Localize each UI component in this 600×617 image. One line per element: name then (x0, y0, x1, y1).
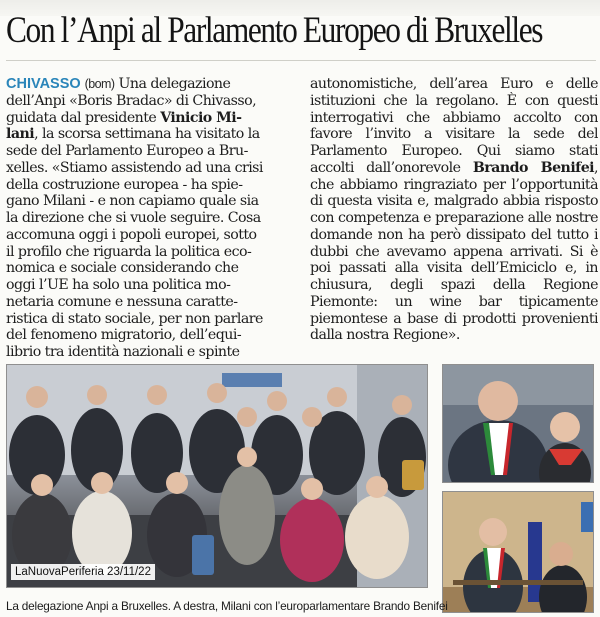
president-name-part1: Vinicio Mi- (160, 109, 242, 126)
article-line: gano Milani - e non capiamo quale sia (6, 193, 259, 210)
article-column-right (310, 76, 598, 361)
president-name-part2: lani (6, 126, 35, 143)
photo-caption: La delegazione Anpi a Bruxelles. A destra, Milani con l’europarlamentare Brando Benifei (6, 599, 448, 613)
article-text-part-b: , che abbiamo ringraziato per l’opportunità di questa visita e, malgrado abbia risposto con competenza e preparazione alle nostre domande non ha però dissipato del tutto i dubbi che avevamo appena arrivati. Si è poi passati alla visita dell’Emiciclo e, in chiusura, degli spazi della Regione Piemonte: un wine bar tipicamente piemontese a base di prodotti provenienti dalla nostra Regione». (310, 159, 598, 344)
article-line: ristica di stato sociale, per non parlare (6, 310, 263, 327)
article-column-left (6, 76, 292, 361)
article-line: del fenomeno migratorio, dell’equi- (6, 327, 242, 344)
milani-benifei-photo (442, 491, 594, 613)
dateline: CHIVASSO (6, 76, 81, 92)
article-line (6, 110, 292, 127)
headline-rule (6, 60, 596, 61)
article-line: della costruzione europea - ha spie- (6, 176, 243, 193)
article-line: sede del Parlamento Europeo a Bru- (6, 143, 248, 159)
milani-photo (442, 364, 594, 483)
article-line: il profilo che riguarda la politica eco- (6, 243, 252, 260)
article-line: oggi l’UE ha solo una politica mo- (6, 277, 231, 293)
article-line-text: guidata dal presidente (6, 109, 161, 126)
article-line-text: Una delegazione (118, 76, 231, 92)
article-line (6, 76, 292, 93)
article-line: librio tra identità nazionali e spinte (6, 344, 240, 360)
article-line (6, 126, 292, 143)
article-line: la direzione che si vuole seguire. Cosa (6, 210, 261, 226)
article-line: netaria comune e nessuna caratte- (6, 293, 238, 310)
watermark: LaNuovaPeriferia 23/11/22 (11, 564, 155, 580)
article-paragraph-right (310, 76, 598, 344)
headline: Con l’Anpi al Parlamento Europeo di Bruxelles (6, 9, 543, 50)
article-line: dell’Anpi «Boris Bradac» di Chivasso, (6, 92, 257, 109)
milani-benifei-photo-drawing (443, 492, 593, 612)
group-photo (6, 364, 428, 588)
mep-name: Brando Benifei (472, 159, 595, 176)
group-photo-drawing (7, 365, 427, 587)
article-line-text: , la scorsa settimana ha visitato la (34, 126, 260, 143)
article-line: nomica e sociale considerando che (6, 260, 239, 277)
article-text-part-a: autonomistiche, dell’area Euro e delle istituzioni che la regolano. È con questi interrogativi che abbiamo accolto con favore l’invito a visitare la sede del Parlamento Europeo. Qui siamo stati accolti dall’onorevole (310, 76, 598, 176)
milani-photo-drawing (443, 365, 593, 482)
article-line: accomuna oggi i popoli europei, sotto (6, 226, 257, 243)
author-tag: (bom) (84, 77, 115, 91)
article-line: xelles. «Stiamo assistendo ad una crisi (6, 159, 263, 176)
